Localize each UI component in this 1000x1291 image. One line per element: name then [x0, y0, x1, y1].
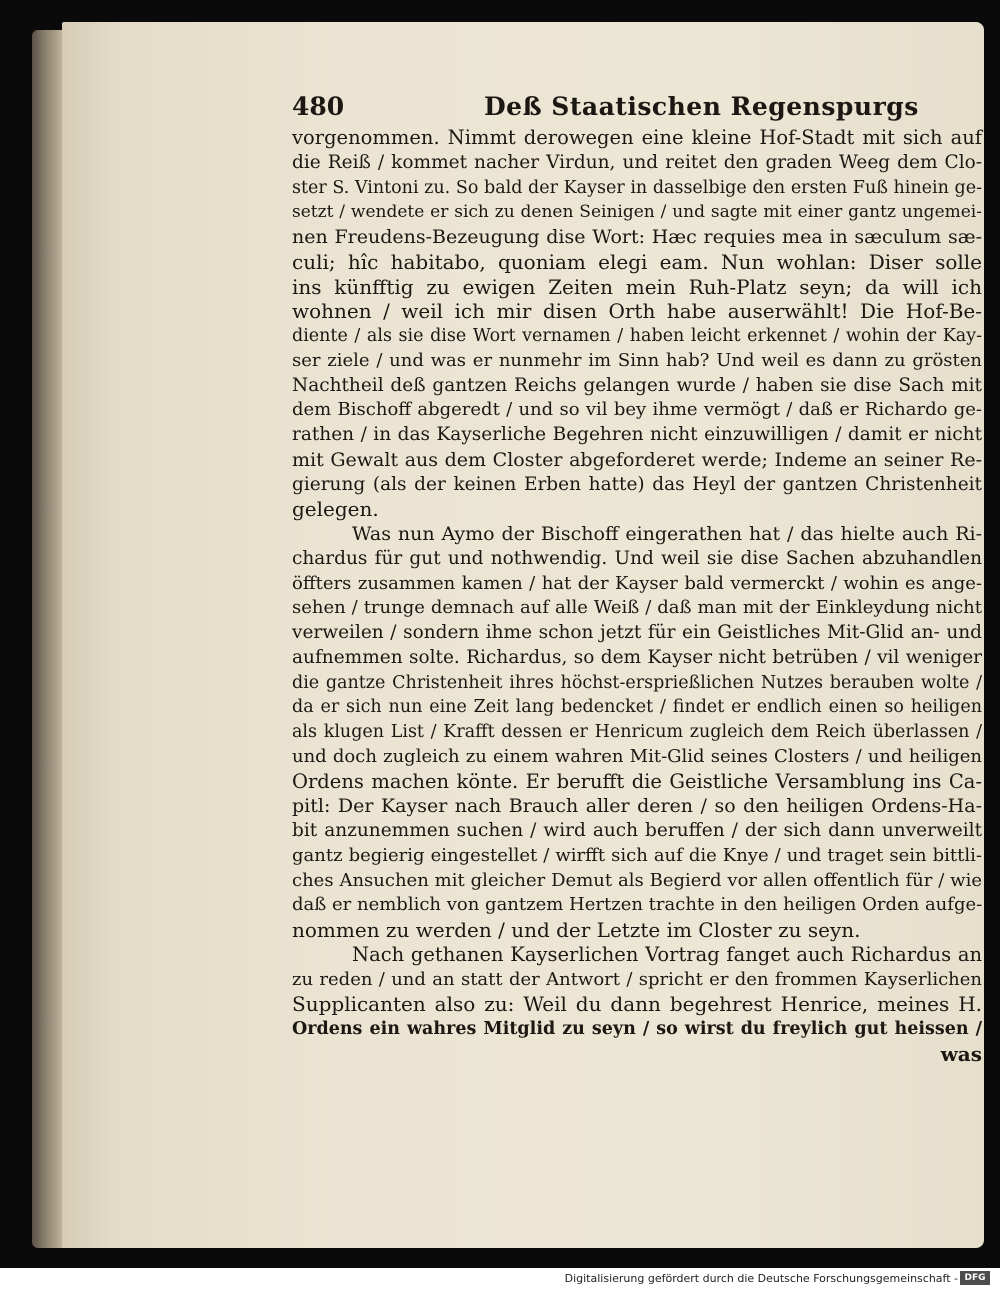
paragraph-start: Was nun Aymo der Bischoff eingerathen hat / das hielte auch Ri-: [352, 523, 982, 545]
text-line: die gantze Christenheit ihres höchst-ersprießlichen Nutzes berauben wolte /: [292, 672, 982, 693]
text-line: Nachtheil deß gantzen Reichs gelangen wurde / haben sie dise Sach mit: [292, 374, 982, 396]
text-line: setzt / wendete er sich zu denen Seinigen / und sagte mit einer gantz ungemei-: [292, 202, 982, 223]
text-line: ster S. Vintoni zu. So bald der Kayser in dasselbige den ersten Fuß hinein ge-: [292, 177, 982, 198]
text-line: wohnen / weil ich mir disen Orth habe auserwählt! Die Hof-Be-: [292, 299, 982, 324]
text-line: da er sich nun eine Zeit lang bedencket / findet er endlich einen so heiligen: [292, 697, 982, 718]
text-line: nommen zu werden / und der Letzte im Closter zu seyn.: [292, 918, 861, 942]
text-line: sehen / trunge demnach auf alle Weiß / daß man mit der Einkleydung nicht: [292, 597, 982, 619]
text-line: Ordens ein wahres Mitglid zu seyn / so wirst du freylich gut heissen /: [292, 1019, 982, 1039]
text-line: dem Bischoff abgeredt / und so vil bey ihme vermögt / daß er Richardo ge-: [292, 399, 982, 421]
footer-bar: [0, 1268, 1000, 1291]
text-line: ser ziele / und was er nunmehr im Sinn hab? Und weil es dann zu grösten: [292, 349, 982, 371]
text-line: gierung (als der keinen Erben hatte) das Heyl der gantzen Christenheit: [292, 473, 982, 495]
text-line: zu reden / und an statt der Antwort / spricht er den frommen Kayserlichen: [292, 968, 982, 990]
text-line: daß er nemblich von gantzem Hertzen trachte in den heiligen Orden aufge-: [292, 894, 983, 916]
text-line: diente / als sie dise Wort vernamen / haben leicht erkennet / wohin der Kay-: [292, 326, 982, 346]
text-line: nen Freudens-Bezeugung dise Wort: Hæc requies mea in sæculum sæ-: [292, 226, 982, 248]
text-line: Ordens machen könte. Er berufft die Geistliche Versamblung ins Ca-: [292, 769, 982, 793]
funding-credit: Digitalisierung gefördert durch die Deutsche Forschungsgemeinschaft -: [564, 1272, 958, 1285]
catchword: was: [940, 1041, 982, 1066]
text-line: öffters zusammen kamen / hat der Kayser bald vermerckt / wohin es ange-: [292, 572, 982, 594]
text-block: [292, 92, 982, 1067]
text-line: als klugen List / Krafft dessen er Henricum zugleich dem Reich überlassen /: [292, 722, 982, 742]
text-line: rathen / in das Kayserliche Begehren nicht einzuwilligen / damit er nicht: [292, 424, 982, 445]
text-line: die Reiß / kommet nacher Virdun, und reitet den graden Weeg dem Clo-: [292, 151, 982, 173]
text-line: vorgenommen. Nimmt derowegen eine kleine Hof-Stadt mit sich auf: [292, 126, 982, 149]
dfg-logo: DFG: [960, 1271, 990, 1285]
page-number: 480: [292, 92, 345, 121]
text-line: bit anzunemmen suchen / wird auch beruffen / der sich dann unverweilt: [292, 820, 982, 841]
running-head: [292, 92, 982, 126]
text-line: ches Ansuchen mit gleicher Demut als Begierd vor allen offentlich für / wie: [292, 869, 982, 891]
body-text: [292, 126, 982, 1067]
text-line: ins künfftig zu ewigen Zeiten mein Ruh-Platz seyn; da will ich: [292, 274, 982, 299]
text-line: aufnemmen solte. Richardus, so dem Kayser nicht betrüben / vil weniger: [292, 646, 982, 668]
text-line: verweilen / sondern ihme schon jetzt für ein Geistliches Mit-Glid an- und: [292, 622, 982, 643]
text-line: pitl: Der Kayser nach Brauch aller deren / so den heiligen Ordens-Ha-: [292, 795, 982, 818]
text-line: gantz begierig eingestellet / wirfft sich auf die Knye / und traget sein bittli-: [292, 844, 982, 866]
text-line: Supplicanten also zu: Weil du dann begehrest Henrice, meines H.: [292, 992, 982, 1017]
text-line: culi; hîc habitabo, quoniam elegi eam. Nun wohlan: Diser solle: [292, 249, 982, 274]
text-line: und doch zugleich zu einem wahren Mit-Glid seines Closters / und heiligen: [292, 745, 982, 767]
running-title: Deß Staatischen Regenspurgs: [484, 92, 919, 121]
text-line: mit Gewalt aus dem Closter abgeforderet werde; Indeme an seiner Re-: [292, 448, 982, 471]
text-line: chardus für gut und nothwendig. Und weil sie dise Sachen abzuhandlen: [292, 547, 982, 569]
text-line: gelegen.: [292, 497, 379, 522]
paragraph-start: Nach gethanen Kayserlichen Vortrag fanget auch Richardus an: [352, 942, 982, 966]
